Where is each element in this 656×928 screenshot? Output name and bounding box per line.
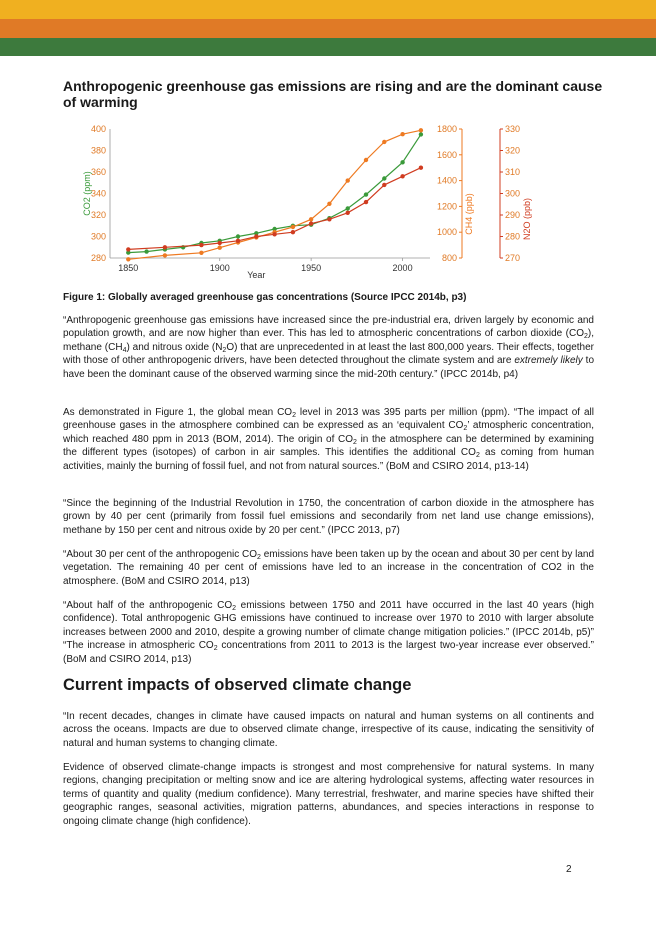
- n2o-data-point: [199, 243, 203, 247]
- co2-data-point: [400, 160, 404, 164]
- n2o-data-point: [236, 239, 240, 243]
- n2o-data-point: [272, 232, 276, 236]
- ch4-data-point: [346, 178, 350, 182]
- x-tick-label: 1950: [301, 263, 322, 273]
- page-number: 2: [566, 864, 572, 875]
- y-tick-label: 300: [90, 231, 106, 242]
- ch4-data-point: [163, 253, 167, 257]
- ch4-data-point: [291, 225, 295, 229]
- n2o-data-point: [382, 183, 386, 187]
- n2o-data-point: [291, 230, 295, 234]
- figure-caption: Figure 1: Globally averaged greenhouse gas concentrations (Source IPCC 2014b, p3): [63, 292, 467, 303]
- ch4-axis-label: CH4 (ppb): [464, 193, 474, 235]
- y-tick-label: 360: [90, 167, 106, 177]
- ch4-tick-label: 1000: [436, 227, 457, 238]
- n2o-data-point: [364, 200, 368, 204]
- ch4-data-point: [400, 132, 404, 136]
- y-tick-label: 280: [90, 253, 106, 263]
- ghg-chart: [80, 119, 550, 284]
- paragraph-5: “About half of the anthropogenic $CO_2$ emissions between 1750 and 2011 have occurred in the last 40 years (high confidence). Total anthropogenic GHG emissions have continued to increase over 1970 to 2010 with larger absolute increases between 2000 and 2010, despite a growing number of climate change mitigation policies.” (IPCC 2014b, p5)” “The increase in atmospheric $CO_2$ concentrations from 2011 to 2013 is the largest two-year increase ever observed.” (BoM and CSIRO 2014, p13): [63, 600, 594, 665]
- n2o-data-point: [218, 241, 222, 245]
- co2-data-point: [382, 176, 386, 180]
- ch4-data-point: [199, 251, 203, 255]
- co2-axis-label: CO2 (ppm): [82, 171, 92, 216]
- n2o-tick-label: 290: [505, 210, 521, 220]
- x-tick-label: 1850: [118, 263, 139, 273]
- n2o-data-point: [400, 174, 404, 178]
- ch4-data-point: [126, 257, 130, 261]
- paragraph-1: “Anthropogenic greenhouse gas emissions have increased since the pre-industrial era, driven largely by economic and population growth, and are now higher than ever. This has led to atmospheric concentrations of carbon dioxide $(CO_2)$, methane $(CH_4)$ and nitrous oxide $(N_2O)$ that are unprecedented in at least the last 800,000 years. Their effects, together with those of other anthropogenic drivers, have been detected throughout the climate system and are extremely likely to have been the dominant cause of the observed warming since the mid-20th century.” (IPCC 2014b, p4): [63, 315, 595, 380]
- n2o-data-point: [126, 247, 130, 251]
- x-axis-label: Year: [247, 270, 266, 280]
- ch4-tick-label: 1600: [436, 149, 457, 160]
- n2o-tick-label: 270: [505, 253, 521, 263]
- co2-data-point: [364, 192, 368, 196]
- figure-heading: Anthropogenic greenhouse gas emissions are rising and are the dominant cause of warming: [63, 78, 603, 110]
- n2o-data-point: [327, 217, 331, 221]
- ch4-tick-label: 1200: [436, 201, 457, 212]
- n2o-axis-label: N2O (ppb): [522, 197, 532, 241]
- header-bands: [0, 0, 656, 56]
- ch4-data-point: [419, 128, 423, 132]
- ch4-data-point: [327, 202, 331, 206]
- paragraph-3: “Since the beginning of the Industrial Revolution in 1750, the concentration of carbon dioxide in the atmosphere has grown by 40 per cent (primarily from fossil fuel emissions and secondarily from net land use change emissions), methane by 150 per cent and nitrous oxide by 20 per cent.” (IPCC 2013, p7): [63, 498, 594, 536]
- section-title: Current impacts of observed climate change: [63, 676, 412, 694]
- band-green: [0, 38, 656, 56]
- co2-data-point: [346, 206, 350, 210]
- ch4-tick-label: 800: [441, 253, 457, 263]
- n2o-data-point: [254, 234, 258, 238]
- y-tick-label: 340: [90, 188, 106, 199]
- co2-data-point: [419, 132, 423, 136]
- paragraph-2: As demonstrated in Figure 1, the global mean $CO_2$ level in 2013 was 395 parts per million (ppm). “The impact of all greenhouse gases in the atmosphere combined can be expressed as an ‘equivalent $CO_2$’ atmospheric concentration, which reached 480 ppm in 2013 (BOM, 2014). The origin of $CO_2$ in the atmosphere can be determined by examining the different types (isotopes) of carbon in air samples. This identifies the additional $CO_2$ as coming from human activities, mainly the burning of fossil fuel, and not from natural sources.” (BoM and CSIRO 2014, p13-14): [63, 407, 595, 472]
- n2o-tick-label: 310: [505, 167, 521, 177]
- x-tick-label: 2000: [392, 263, 413, 273]
- y-tick-label: 400: [90, 124, 106, 134]
- n2o-tick-label: 330: [505, 124, 521, 134]
- ch4-series-line: [128, 130, 421, 259]
- ch4-data-point: [309, 217, 313, 221]
- co2-data-point: [144, 249, 148, 253]
- n2o-data-point: [419, 166, 423, 170]
- n2o-tick-label: 320: [505, 145, 521, 156]
- ch4-data-point: [382, 140, 386, 144]
- n2o-series-line: [128, 168, 421, 250]
- y-tick-label: 380: [90, 145, 106, 156]
- y-tick-label: 320: [90, 210, 106, 220]
- paragraph-4: “About 30 per cent of the anthropogenic $CO_2$ emissions have been taken up by the ocean and about 30 per cent by land vegetation. The remaining 40 per cent of emissions have led to an increase in the concentration of CO2 in the atmosphere. (BoM and CSIRO 2014, p13): [63, 549, 595, 587]
- ch4-data-point: [364, 158, 368, 162]
- n2o-data-point: [309, 221, 313, 225]
- ch4-tick-label: 1400: [436, 175, 457, 186]
- n2o-data-point: [346, 211, 350, 215]
- section-paragraph-2: Evidence of observed climate-change impacts is strongest and most comprehensive for natural systems. In many regions, changing precipitation or melting snow and ice are altering hydrological systems, affecting water resources in terms of quantity and quality (medium confidence). Many terrestrial, freshwater, and marine species have shifted their geographic ranges, seasonal activities, migration patterns, abundances, and species interactions in response to ongoing climate change (high confidence).: [63, 762, 594, 827]
- ch4-data-point: [218, 246, 222, 250]
- n2o-data-point: [163, 245, 167, 249]
- n2o-tick-label: 300: [505, 188, 521, 199]
- n2o-tick-label: 280: [505, 231, 521, 242]
- x-tick-label: 1900: [209, 263, 230, 273]
- band-yellow: [0, 0, 656, 19]
- ch4-tick-label: 1800: [436, 124, 457, 134]
- co2-data-point: [236, 234, 240, 238]
- section-paragraph-1: “In recent decades, changes in climate have caused impacts on natural and human systems on all continents and across the oceans. Impacts are due to observed climate change, irrespective of its cause, indicating the sensitivity of natural and human systems to changing climate.: [63, 711, 594, 749]
- band-orange: [0, 19, 656, 38]
